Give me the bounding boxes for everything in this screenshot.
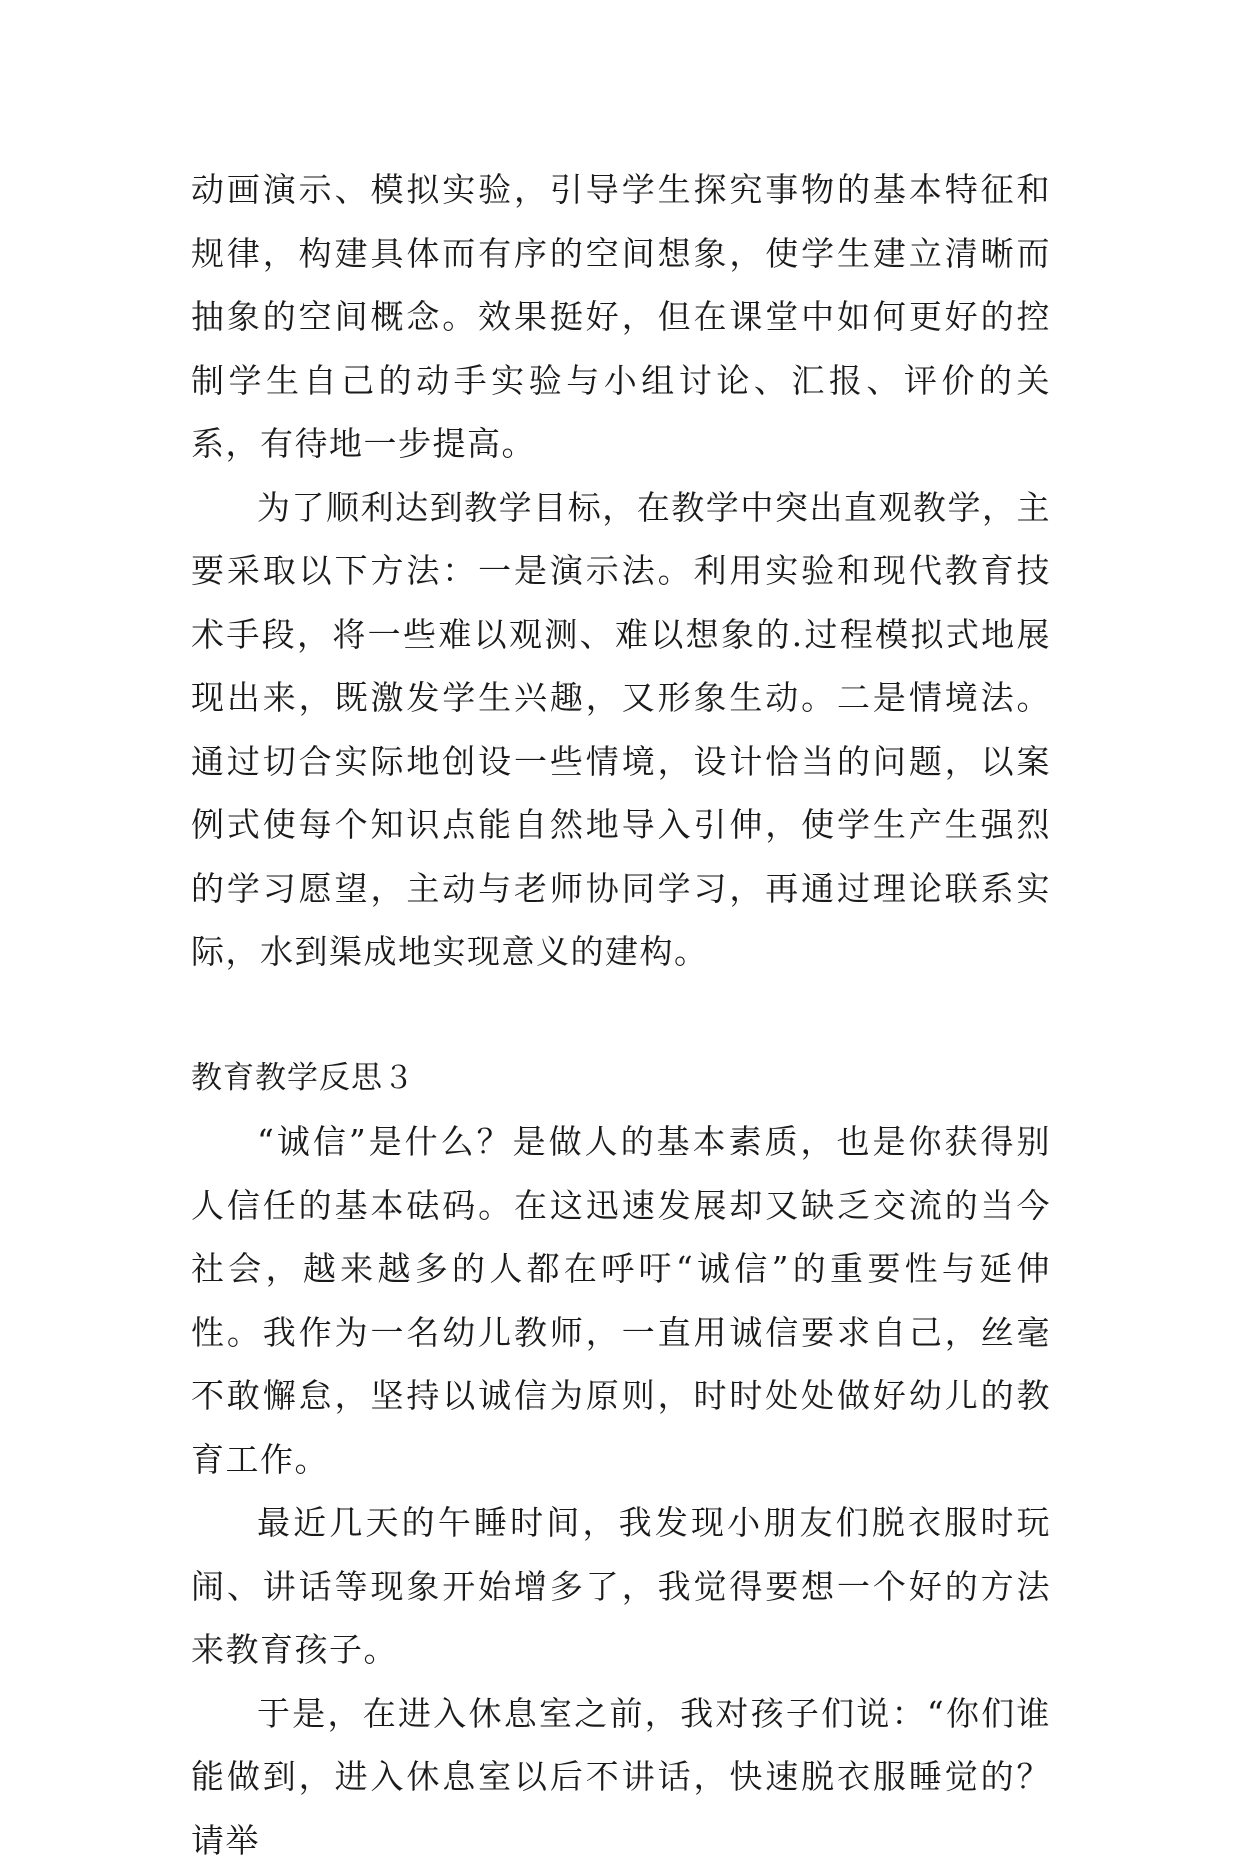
paragraph-3: “诚信”是什么？是做人的基本素质，也是你获得别人信任的基本砝码。在这迅速发展却又缺乏交流的当今社会，越来越多的人都在呼吁“诚信”的重要性与延伸性。我作为一名幼儿教师，一直用诚信要求自己，丝毫不敢懈怠，坚持以诚信为原则，时时处处做好幼儿的教育工作。	[191, 1110, 1051, 1491]
paragraph-5: 于是，在进入休息室之前，我对孩子们说：“你们谁能做到，进入休息室以后不讲话，快速脱衣服睡觉的？请举	[191, 1682, 1051, 1872]
paragraph-4: 最近几天的午睡时间，我发现小朋友们脱衣服时玩闹、讲话等现象开始增多了，我觉得要想一个好的方法来教育孩子。	[191, 1491, 1051, 1682]
paragraph-1: 动画演示、模拟实验，引导学生探究事物的基本特征和规律，构建具体而有序的空间想象，使学生建立清晰而抽象的空间概念。效果挺好，但在课堂中如何更好的控制学生自己的动手实验与小组讨论、汇报、评价的关系，有待地一步提高。	[191, 158, 1051, 476]
document-body	[191, 158, 1051, 1872]
section-spacer	[191, 984, 1051, 1047]
paragraph-2: 为了顺利达到教学目标，在教学中突出直观教学，主要采取以下方法：一是演示法。利用实验和现代教育技术手段，将一些难以观测、难以想象的.过程模拟式地展现出来，既激发学生兴趣，又形象生动。二是情境法。通过切合实际地创设一些情境，设计恰当的问题，以案例式使每个知识点能自然地导入引伸，使学生产生强烈的学习愿望，主动与老师协同学习，再通过理论联系实际，水到渠成地实现意义的建构。	[191, 476, 1051, 984]
section-heading: 教育教学反思３	[191, 1047, 1051, 1111]
